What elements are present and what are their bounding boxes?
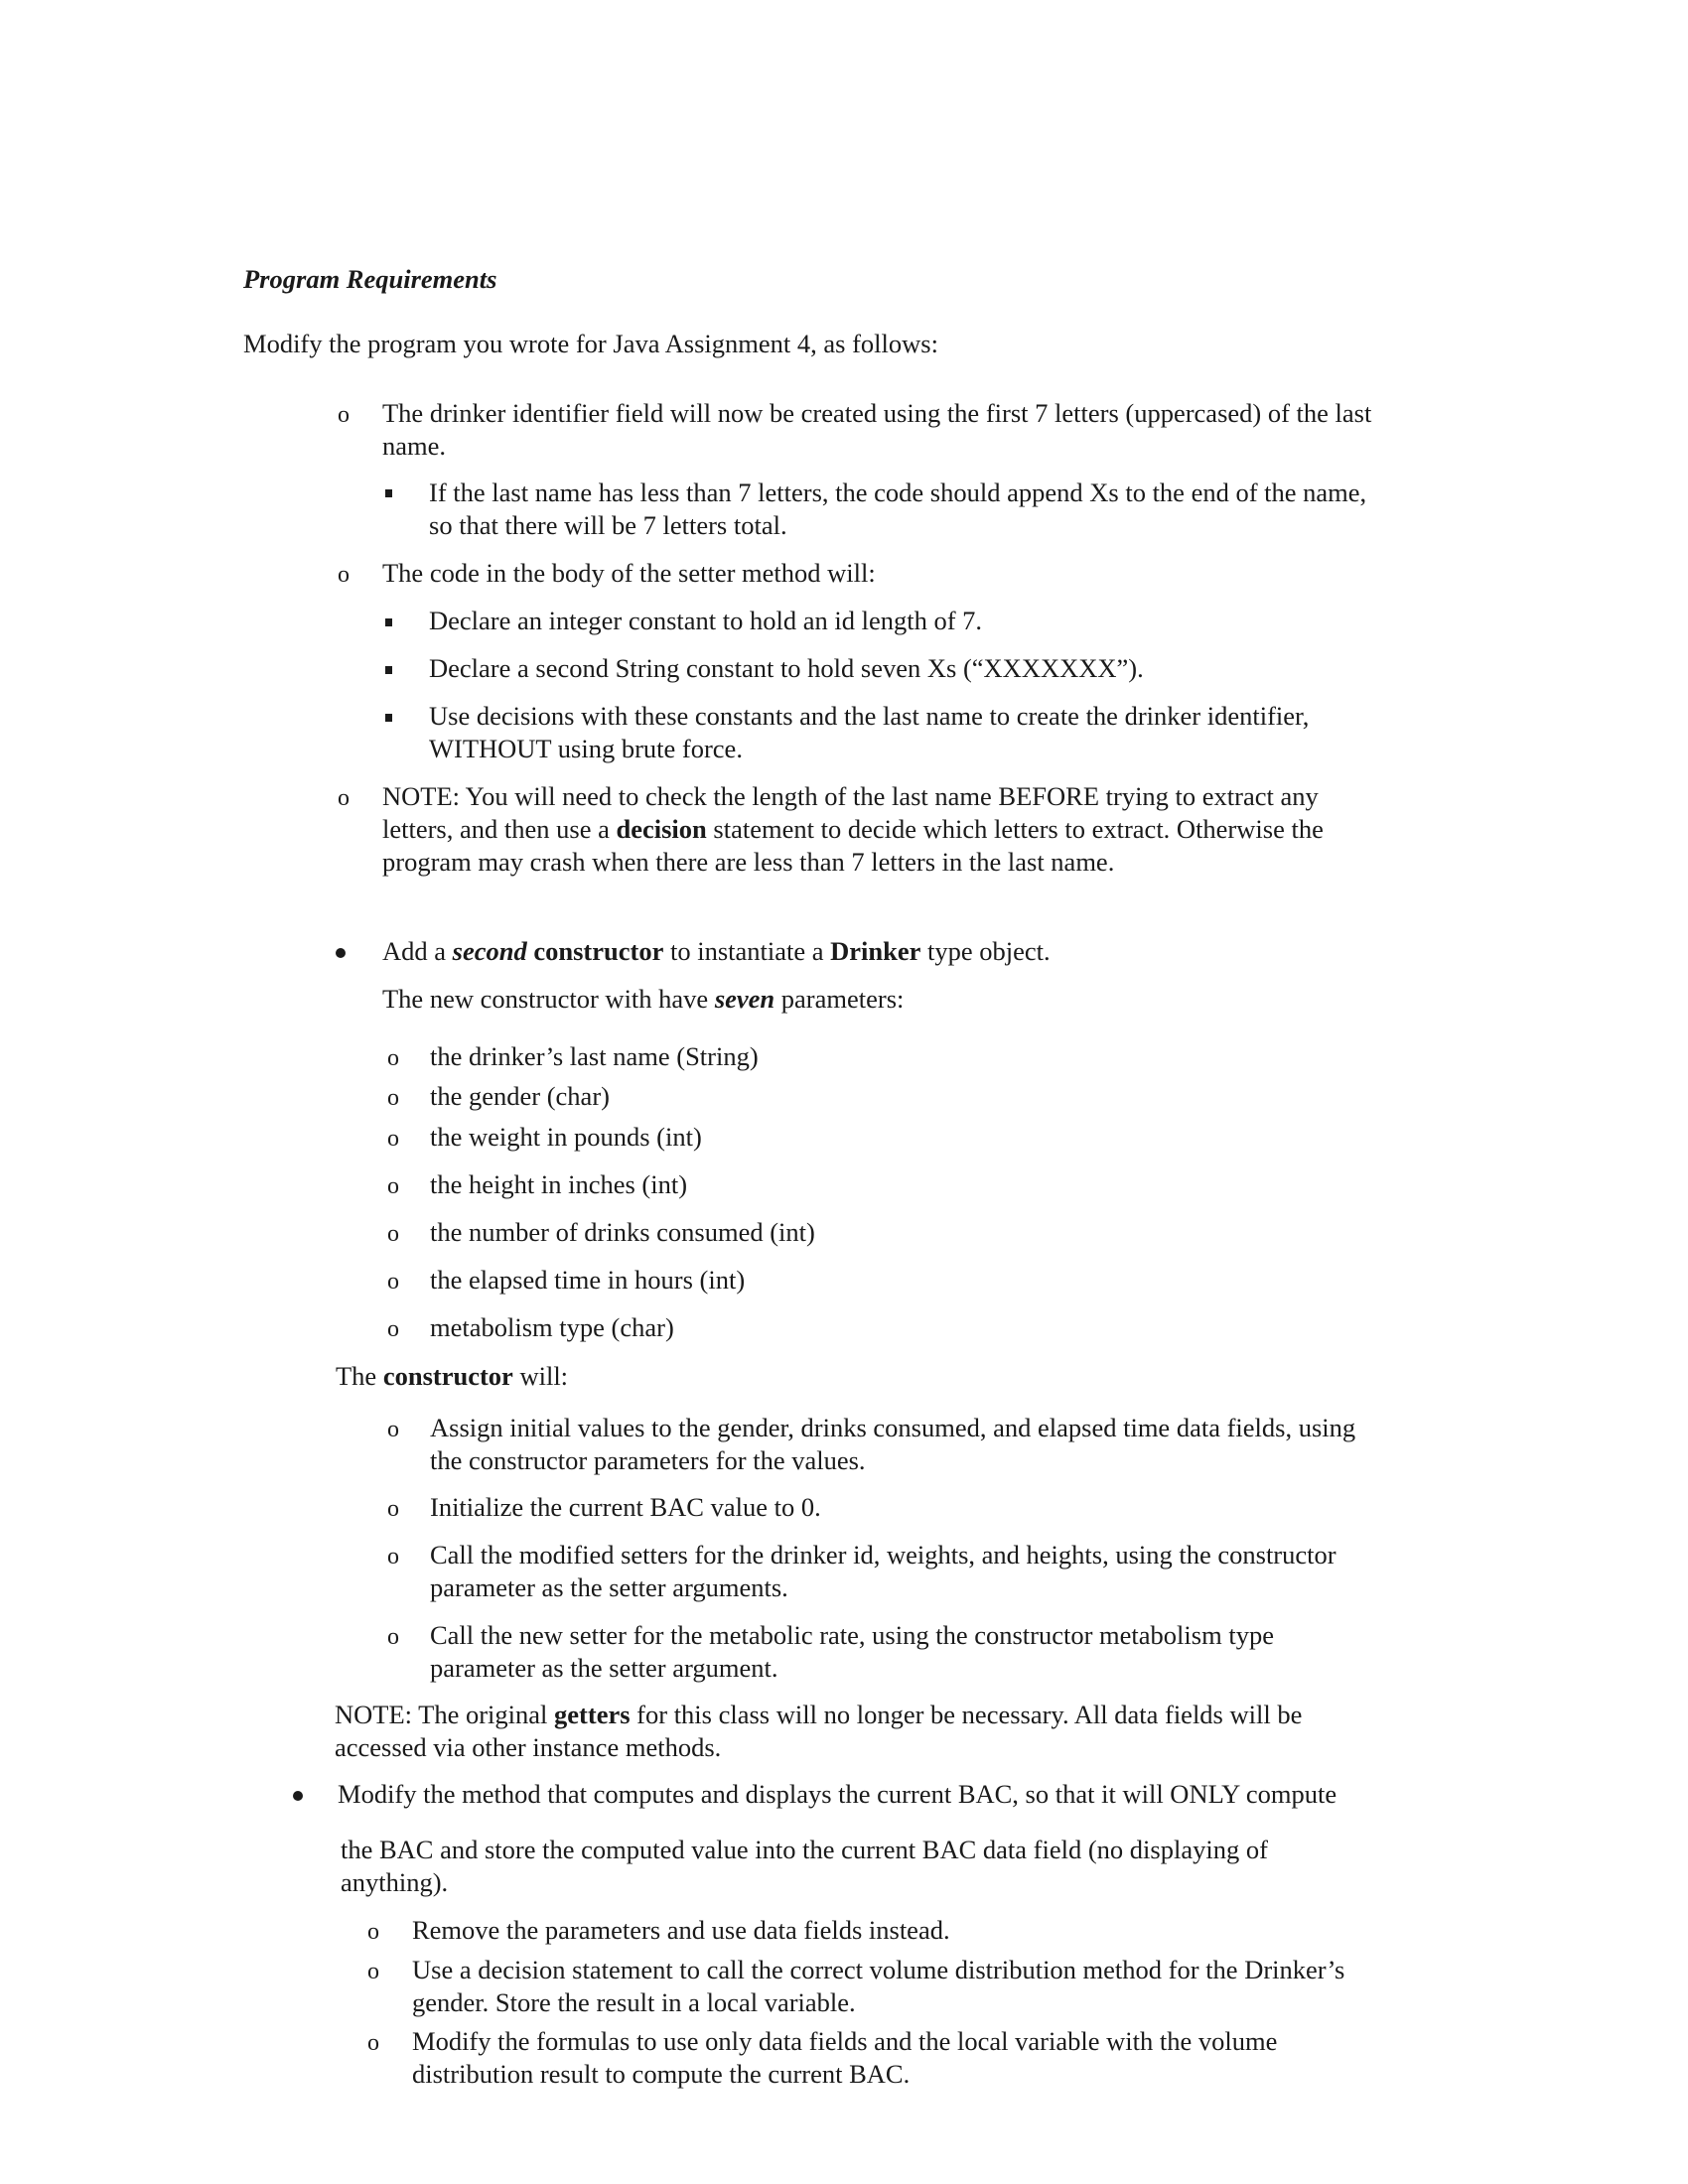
list-item-text: Call the new setter for the metabolic rate, using the constructor metabolism type (430, 1620, 1274, 1650)
param-item: the number of drinks consumed (int) (430, 1217, 815, 1247)
square-bullet-icon (385, 489, 392, 497)
circle-bullet-icon: o (387, 1126, 399, 1152)
square-bullet-icon (385, 618, 392, 626)
param-item: the height in inches (int) (430, 1169, 688, 1199)
list-item-text: Use decisions with these constants and the last name to create the drinker identifier, (429, 701, 1310, 731)
param-item: the gender (char) (430, 1081, 610, 1111)
list-item-text: parameter as the setter argument. (430, 1653, 778, 1683)
note-text: program may crash when there are less than 7 letters in the last name. (382, 847, 1115, 877)
list-item-text: Remove the parameters and use data fields instead. (412, 1915, 950, 1945)
list-item-text: Declare an integer constant to hold an id length of 7. (429, 606, 983, 635)
circle-bullet-icon: o (387, 1269, 399, 1295)
list-item-text: Modify the formulas to use only data fields and the local variable with the volume (412, 2026, 1278, 2056)
circle-bullet-icon: o (387, 1544, 399, 1570)
param-item: the weight in pounds (int) (430, 1122, 702, 1152)
list-item-text: so that there will be 7 letters total. (429, 510, 787, 540)
section-title: Program Requirements (243, 264, 497, 294)
circle-bullet-icon: o (387, 1173, 399, 1199)
param-item: metabolism type (char) (430, 1312, 674, 1342)
list-item-text: Call the modified setters for the drinker id, weights, and heights, using the constructor (430, 1540, 1336, 1570)
circle-bullet-icon: o (338, 562, 350, 588)
paragraph-text: anything). (341, 1867, 449, 1897)
circle-bullet-icon: o (387, 1624, 399, 1650)
circle-bullet-icon: o (367, 1959, 379, 1984)
paragraph-text: The constructor will: (336, 1361, 569, 1391)
circle-bullet-icon: o (338, 402, 350, 428)
circle-bullet-icon: o (338, 785, 350, 811)
list-item-text: Declare a second String constant to hold seven Xs (“XXXXXXX”). (429, 653, 1144, 683)
list-item-text: Modify the method that computes and displays the current BAC, so that it will ONLY compute (338, 1779, 1337, 1809)
list-item-text: Assign initial values to the gender, drinks consumed, and elapsed time data fields, using (430, 1413, 1356, 1442)
circle-bullet-icon: o (387, 1085, 399, 1111)
list-item-text: distribution result to compute the current BAC. (412, 2059, 911, 2089)
list-item-text: the constructor parameters for the values. (430, 1445, 866, 1475)
circle-bullet-icon: o (387, 1417, 399, 1442)
square-bullet-icon (385, 666, 392, 674)
circle-bullet-icon: o (387, 1221, 399, 1247)
list-item-text: name. (382, 431, 447, 461)
bullet-icon (336, 948, 346, 958)
list-item-text: The drinker identifier field will now be created using the first 7 letters (uppercased) of the last (382, 398, 1372, 428)
note-text: NOTE: You will need to check the length of the last name BEFORE trying to extract any (382, 781, 1319, 811)
list-item-text: gender. Store the result in a local variable. (412, 1987, 856, 2017)
list-item-text: If the last name has less than 7 letters, the code should append Xs to the end of the name, (429, 478, 1367, 507)
bullet-icon (293, 1791, 303, 1801)
note-text: letters, and then use a decision statement to decide which letters to extract. Otherwise the (382, 814, 1324, 844)
note-text: NOTE: The original getters for this class will no longer be necessary. All data fields will be (335, 1700, 1303, 1729)
note-text: accessed via other instance methods. (335, 1732, 722, 1762)
circle-bullet-icon: o (387, 1496, 399, 1522)
list-item-text: parameter as the setter arguments. (430, 1572, 788, 1602)
param-item: the elapsed time in hours (int) (430, 1265, 746, 1295)
circle-bullet-icon: o (367, 2030, 379, 2056)
circle-bullet-icon: o (387, 1045, 399, 1071)
list-item-text: The code in the body of the setter method will: (382, 558, 876, 588)
list-item-text: Use a decision statement to call the correct volume distribution method for the Drinker’s (412, 1955, 1345, 1984)
paragraph-text: The new constructor with have seven parameters: (382, 984, 905, 1014)
square-bullet-icon (385, 714, 392, 722)
circle-bullet-icon: o (387, 1316, 399, 1342)
paragraph-text: the BAC and store the computed value into the current BAC data field (no displaying of (341, 1835, 1268, 1864)
circle-bullet-icon: o (367, 1919, 379, 1945)
intro-text: Modify the program you wrote for Java Assignment 4, as follows: (243, 329, 938, 358)
list-item-text: Add a second constructor to instantiate a Drinker type object. (382, 936, 1051, 966)
list-item-text: WITHOUT using brute force. (429, 734, 743, 763)
param-item: the drinker’s last name (String) (430, 1041, 759, 1071)
list-item-text: Initialize the current BAC value to 0. (430, 1492, 821, 1522)
